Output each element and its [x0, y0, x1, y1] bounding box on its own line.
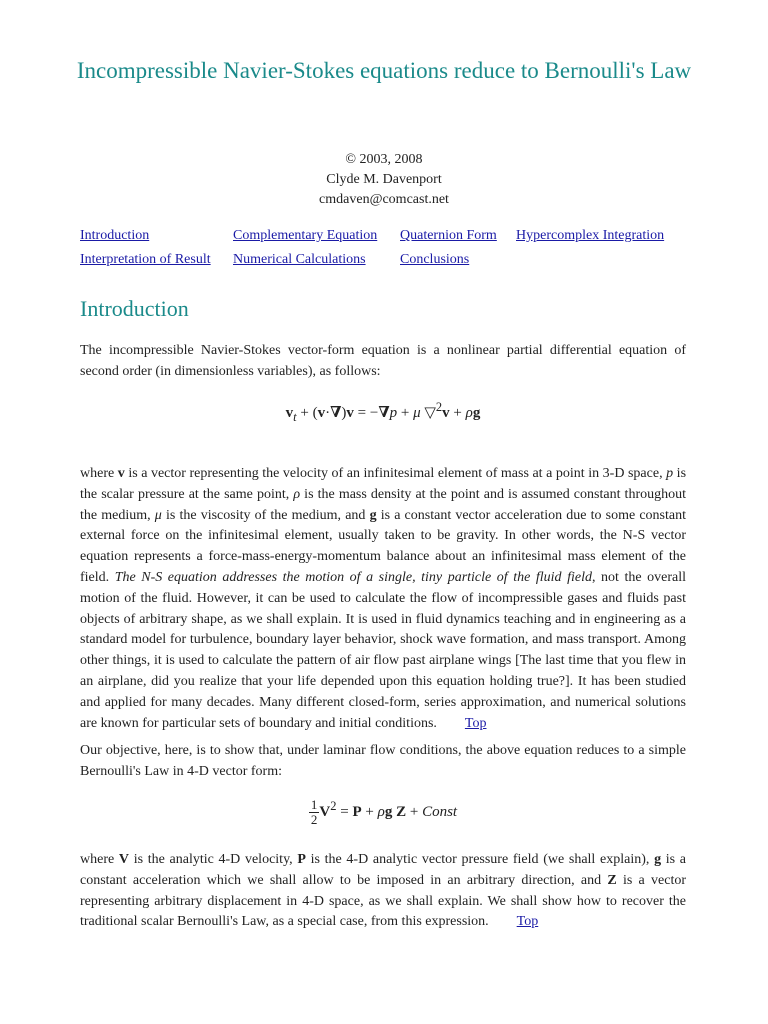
fraction-one-half: [309, 798, 320, 827]
text: is a vector representing the velocity of an infinitesimal element of mass at a point in 3-D space,: [124, 466, 667, 481]
eq-op: ·: [325, 405, 331, 421]
text: is a constant vector acceleration due to some constant external force on the infinitesimal element, usually taken to be gravity. In other words, the N-S vector equation represents a force-mass-energy-momentum balance about an infinitesimal mass element of the field.: [80, 507, 686, 585]
author-name: Clyde M. Davenport: [326, 172, 442, 187]
eq-op: +: [397, 405, 414, 421]
nav-link-complementary-equation[interactable]: Complementary Equation: [233, 228, 378, 243]
text: g: [369, 507, 377, 523]
eq-var: p: [389, 405, 398, 421]
eq-var: P: [352, 803, 362, 820]
nav-link-hypercomplex-integration[interactable]: Hypercomplex Integration: [516, 228, 665, 243]
text: P: [297, 852, 306, 867]
text: V: [118, 852, 130, 867]
text: where: [80, 852, 119, 867]
section-heading-introduction: Introduction: [80, 296, 189, 321]
eq-var: v: [285, 405, 294, 421]
nav-link-introduction[interactable]: Introduction: [80, 228, 150, 243]
copyright: © 2003, 2008: [345, 152, 423, 167]
text: is the analytic 4-D velocity,: [129, 852, 298, 867]
eq-var: V: [319, 803, 331, 820]
top-link[interactable]: Top: [464, 715, 487, 731]
eq-var: v: [442, 405, 450, 421]
eq-op: =: [336, 803, 353, 820]
intro-paragraph-4: [80, 850, 686, 933]
bernoulli-equation: [80, 798, 686, 827]
text: is the 4-D analytic vector pressure field (we shall explain),: [305, 852, 655, 867]
top-link[interactable]: Top: [516, 914, 539, 930]
text: v: [117, 466, 125, 481]
text: where: [80, 466, 118, 481]
text: ρ: [293, 486, 301, 502]
text: p: [666, 466, 674, 481]
eq-op: ∇: [330, 405, 342, 421]
text: , not the overall motion of the fluid. However, it can be used to calculate the flow of incompressible gases and fluids past objects of arbitrary shape, as we shall explain. It is used in fluid dynamics teaching and in engineering as a standard model for turbulence, boundary layer behavior, shock wave formation, and mass transport. Among other things, it is used to calculate the pattern of air flow past airplane wings [The last time that you flew in an airplane, did you realize that your life depended upon this equation holding true?]. It has been studied and applied for many decades. Many different closed-form, series approximation, and numerical solutions are known for particular sets of boundary and initial conditions.: [80, 569, 686, 731]
text: is a vector representing arbitrary displacement in 4-D space, as we shall explain. We shall show how to recover the traditional scalar Bernoulli's Law, as a special case, from this expression.: [80, 872, 687, 930]
eq-op: +: [361, 803, 378, 820]
frac-num: 1: [310, 797, 318, 812]
nav-link-interpretation[interactable]: Interpretation of Result: [80, 252, 211, 267]
eq-var: Const: [422, 803, 458, 820]
eq-var: g: [384, 803, 393, 820]
eq-op: ∇: [378, 405, 390, 421]
intro-paragraph-3: Our objective, here, is to show that, under laminar flow conditions, the above equation reduces to a simple Bernoulli's Law in 4-D vector form:: [80, 743, 686, 779]
eq-var: v: [346, 405, 354, 421]
eq-var: g: [472, 405, 481, 421]
frac-den: 2: [310, 812, 318, 827]
text: is the scalar pressure at the same point,: [80, 466, 687, 502]
nav-link-numerical-calculations[interactable]: Numerical Calculations: [233, 252, 366, 267]
eq-sup: 2: [435, 400, 443, 414]
nav-link-conclusions[interactable]: Conclusions: [400, 252, 470, 267]
eq-sub: t: [293, 410, 297, 424]
text: μ: [154, 507, 162, 523]
eq-op: = −: [353, 405, 379, 421]
eq-op: +: [449, 405, 466, 421]
navier-stokes-equation: [80, 400, 686, 425]
eq-op: +: [406, 803, 423, 820]
intro-paragraph-1: The incompressible Navier-Stokes vector-form equation is a nonlinear partial differential equation of second order (in dimensionless variables), as follows:: [80, 343, 686, 379]
author-block: [0, 150, 768, 210]
text: Z: [607, 872, 617, 888]
eq-var: v: [317, 405, 326, 421]
intro-paragraph-2: [80, 464, 686, 734]
eq-var: ρ: [377, 803, 385, 820]
page-title: Incompressible Navier-Stokes equations reduce to Bernoulli's Law: [76, 58, 692, 83]
eq-var: Z: [396, 803, 407, 820]
text: g: [654, 852, 662, 867]
author-email: cmdaven@comcast.net: [319, 192, 449, 207]
eq-sup: 2: [330, 798, 337, 813]
eq-var: ρ: [465, 405, 473, 421]
eq-op: ▽: [420, 405, 436, 421]
eq-op: ): [341, 405, 347, 421]
nav-link-quaternion-form[interactable]: Quaternion Form: [400, 228, 497, 243]
text: is the mass density at the point and is assumed constant throughout the medium,: [80, 486, 686, 523]
text: is a constant acceleration which we shall allow to be imposed in an arbitrary direction, and: [80, 852, 686, 888]
eq-var: μ: [413, 405, 421, 421]
text: The N-S equation addresses the motion of a single, tiny particle of the fluid field: [114, 569, 592, 585]
eq-op: + (: [296, 405, 318, 421]
text: is the viscosity of the medium, and: [161, 507, 370, 523]
